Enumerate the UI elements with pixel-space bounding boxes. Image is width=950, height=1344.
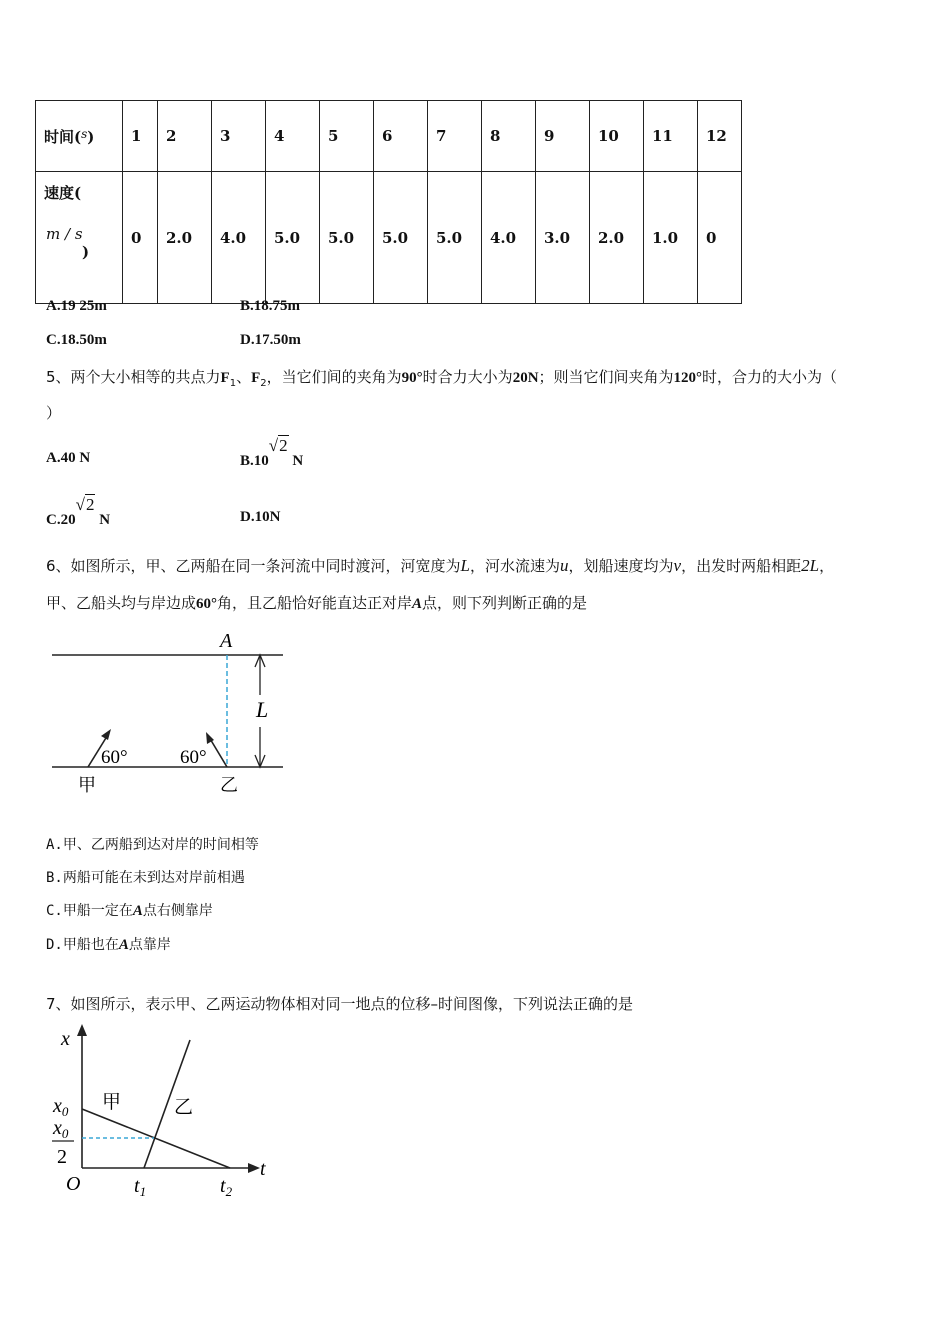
- time-unit: s: [81, 126, 88, 141]
- t1-label: $t_1$: [134, 1175, 147, 1199]
- axis-x-label: x: [61, 1028, 70, 1050]
- speed-cell: 5.0: [266, 172, 320, 304]
- speed-cell: 1.0: [644, 172, 698, 304]
- q4-option-d[interactable]: D.17.50m: [240, 332, 301, 348]
- q7-stem: 7、如图所示，表示甲、乙两运动物体相对同一地点的位移–时间图像，下列说法正确的是: [46, 995, 634, 1013]
- speed-cell: 3.0: [536, 172, 590, 304]
- time-cell: 8: [482, 101, 536, 172]
- q6-option-b[interactable]: B.两船可能在未到达对岸前相遇: [46, 870, 245, 886]
- arrowhead-right-icon: [248, 1163, 260, 1173]
- time-cell: 11: [644, 101, 698, 172]
- sqrt-symbol: √2: [75, 495, 95, 514]
- q6-option-d[interactable]: D.甲船也在A点靠岸: [46, 937, 171, 953]
- speed-cell: 4.0: [212, 172, 266, 304]
- time-cell: 4: [266, 101, 320, 172]
- time-cell: 6: [374, 101, 428, 172]
- time-close: ): [87, 127, 95, 146]
- time-cell: 1: [123, 101, 158, 172]
- sqrt-symbol: √2: [268, 436, 288, 455]
- speed-cell: 4.0: [482, 172, 536, 304]
- river-figure: [40, 625, 300, 800]
- axis-t-label: t: [260, 1158, 266, 1180]
- half-x0-numerator: $x_0$: [53, 1117, 69, 1141]
- speed-cell: 0: [123, 172, 158, 304]
- half-x0-denominator: 2: [57, 1146, 67, 1168]
- q6-stem-line1: 6、如图所示，甲、乙两船在同一条河流中同时渡河，河宽度为L，河水流速为u，划船速度均为v，出发时两船相距2L，: [46, 556, 835, 575]
- time-cell: 2: [158, 101, 212, 172]
- q6-option-a[interactable]: A.甲、乙两船到达对岸的时间相等: [46, 837, 259, 853]
- speed-cell: 2.0: [590, 172, 644, 304]
- origin-label: O: [66, 1173, 81, 1195]
- angle-jia: 60°: [101, 747, 128, 768]
- speed-cell: 5.0: [428, 172, 482, 304]
- speed-cell: 5.0: [320, 172, 374, 304]
- yi-heading: [209, 737, 227, 767]
- time-row: [36, 101, 742, 172]
- boat-yi: 乙: [220, 775, 238, 795]
- time-cell: 3: [212, 101, 266, 172]
- q4-option-b[interactable]: B.18.75m: [240, 298, 300, 314]
- speed-unit: m / s: [46, 225, 83, 243]
- q5-option-b[interactable]: B.10√2 N: [240, 436, 304, 469]
- boat-jia: 甲: [78, 775, 96, 795]
- q4-option-a[interactable]: A.19 25m: [46, 298, 107, 314]
- time-label: 时间(: [44, 127, 82, 146]
- q5-stem: 5、两个大小相等的共点力$F_1$、$F_2$，当它们间的夹角为90°时合力大小为20N；则当它们间夹角为120°时，合力的大小为（: [46, 368, 838, 389]
- angle-yi: 60°: [180, 747, 207, 768]
- speed-cell: 2.0: [158, 172, 212, 304]
- q6-stem-line2: 甲、乙船头均与岸边成60°角，且乙船恰好能直达正对岸A点，则下列判断正确的是: [46, 594, 588, 612]
- x0-label: $x_0$: [53, 1095, 69, 1119]
- time-cell: 12: [698, 101, 742, 172]
- time-cell: 5: [320, 101, 374, 172]
- time-cell: 7: [428, 101, 482, 172]
- yi-label: 乙: [174, 1097, 194, 1118]
- t2-label: $t_2$: [220, 1175, 233, 1199]
- speed-close: ): [82, 243, 90, 261]
- speed-label: 速度(: [44, 184, 82, 202]
- arrowhead-icon: [101, 729, 111, 740]
- x-t-graph: [40, 1020, 280, 1205]
- jia-label: 甲: [102, 1092, 122, 1113]
- time-cell: 9: [536, 101, 590, 172]
- q4-option-c[interactable]: C.18.50m: [46, 332, 107, 348]
- label-A: A: [220, 630, 233, 652]
- q5-stem-line2: ）: [46, 404, 62, 422]
- time-cell: 10: [590, 101, 644, 172]
- q5-option-a[interactable]: A.40 N: [46, 450, 91, 466]
- q6-option-c[interactable]: C.甲船一定在A点右侧靠岸: [46, 903, 213, 919]
- speed-row: [36, 172, 742, 304]
- time-header: [36, 101, 123, 172]
- speed-cell: 0: [698, 172, 742, 304]
- speed-time-table: [35, 100, 742, 304]
- arrowhead-up-icon: [77, 1024, 87, 1036]
- q5-option-c[interactable]: C.20√2 N: [46, 495, 111, 528]
- label-L: L: [256, 697, 269, 722]
- speed-cell: 5.0: [374, 172, 428, 304]
- speed-header: [36, 172, 123, 304]
- q5-option-d[interactable]: D.10N: [240, 509, 281, 525]
